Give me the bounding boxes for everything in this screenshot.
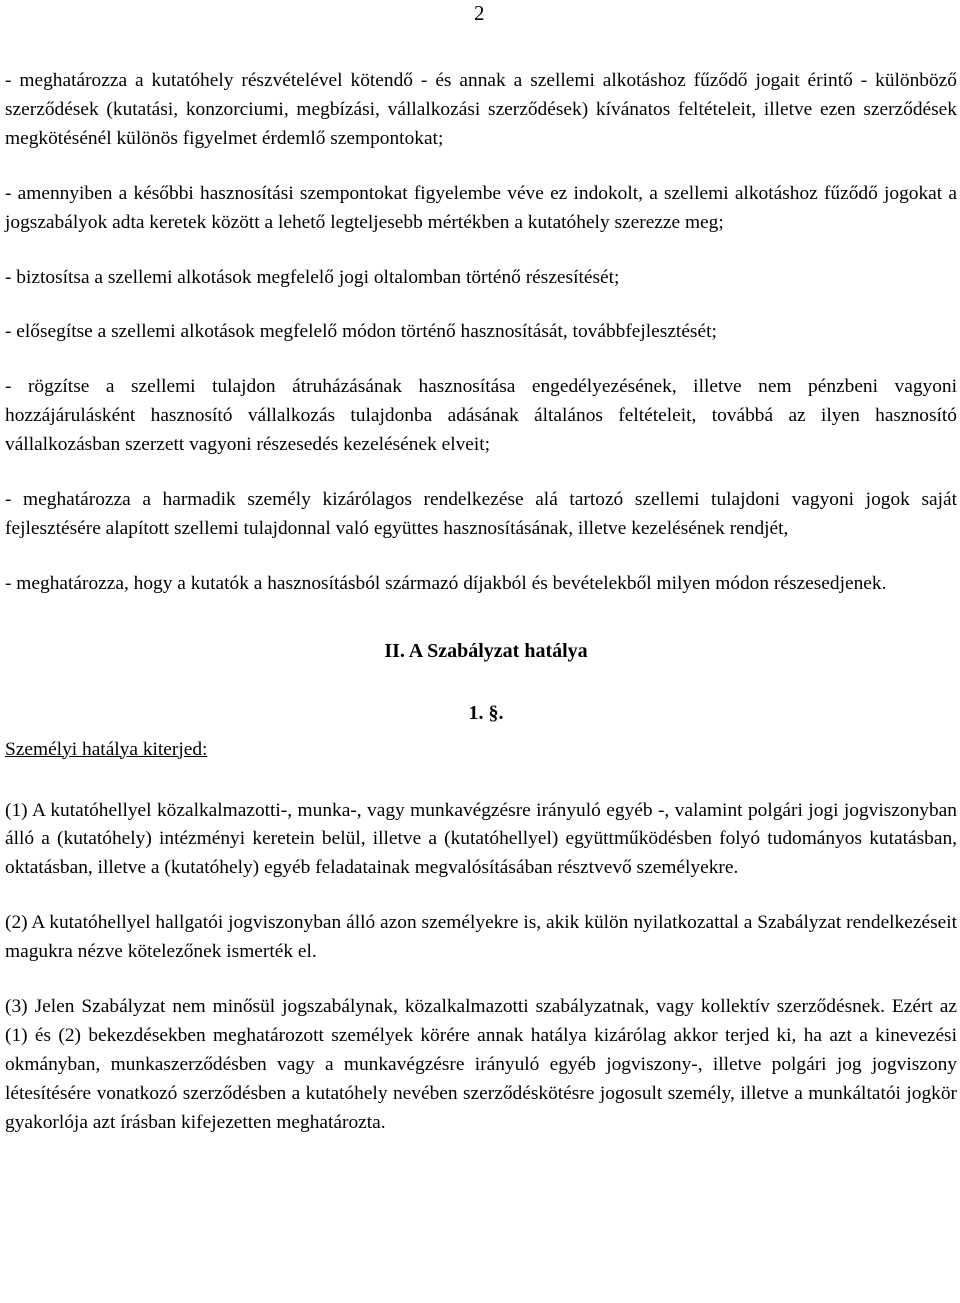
bullet-paragraph: - elősegítse a szellemi alkotások megfelelő módon történő hasznosítását, továbbfejlesztését; xyxy=(5,321,717,343)
bullet-paragraph: - meghatározza a harmadik személy kizárólagos rendelkezése alá tartozó szellemi tulajdoni vagyoni jogok saját fejlesztésére alapított szellemi tulajdonnal való együttes hasznosításának, illetve kezelésének rendjét, xyxy=(5,489,957,539)
bullet-paragraph: - amennyiben a későbbi hasznosítási szempontokat figyelembe véve ez indokolt, a szellemi alkotáshoz fűződő jogokat a jogszabályok adta keretek között a lehető legteljesebb mértékben a kutatóhely szerezze meg; xyxy=(5,182,957,233)
bullet-paragraph: - rögzítse a szellemi tulajdon átruházásának hasznosítása engedélyezésének, illetve nem pénzbeni vagyoni hozzájárulásként hasznosító vállalkozás tulajdonba adásának általános feltételeit, továbbá az ilyen hasznosító vállalkozásban szerzett vagyoni részesedés kezelésének elveit; xyxy=(5,376,957,456)
numbered-paragraph: (1) A kutatóhellyel közalkalmazotti-, munka-, vagy munkavégzésre irányuló egyéb -, valamint polgári jogi jogviszonyban álló a (kutatóhely) intézményi keretein belül, illetve a (kutatóhellyel) együttműködésben folyó tudományos kutatásban, oktatásban, illetve a (kutatóhely) egyéb feladatainak megvalósításában résztvevő személyekre. xyxy=(5,799,957,879)
section-title: II. A Szabályzat hatálya xyxy=(384,639,588,662)
numbered-paragraph: (2) A kutatóhellyel hallgatói jogviszonyban álló azon személyekre is, akik külön nyilatkozattal a Szabályzat rendelkezéseit magukra nézve kötelezőnek ismerték el. xyxy=(5,912,957,963)
numbered-paragraph: (3) Jelen Szabályzat nem minősül jogszabálynak, közalkalmazotti szabályzatnak, vagy kollektív szerződésnek. Ezért az (1) és (2) bekezdésekben meghatározott személyek körére annak hatálya kizárólag akkor terjed ki, ha azt a kinevezési okmányban, munkaszerződésben vagy a munkavégzésre irányuló egyéb jogviszony-, illetve polgári jog jogviszony létesítésére vonatkozó szerződésben a kutatóhely nevében szerződéskötésre jogosult személy, illetve a munkáltatói jogkör gyakorlója azt írásban kifejezetten meghatározta. xyxy=(5,996,957,1133)
section-subheading: Személyi hatálya kiterjed: xyxy=(5,738,208,760)
document-body xyxy=(5,67,957,1138)
section-number: 1. §. xyxy=(468,701,504,724)
bullet-paragraph: - meghatározza a kutatóhely részvételével kötendő - és annak a szellemi alkotáshoz fűződő jogait érintő - különböző szerződések (kutatási, konzorciumi, megbízási, vállalkozási szerződések) kívánatos feltételeit, illetve ezen szerződések megkötésénél különös figyelmet érdemlő szempontokat; xyxy=(5,70,957,149)
bullet-paragraph: - meghatározza, hogy a kutatók a hasznosításból származó díjakból és bevételekből milyen módon részesedjenek. xyxy=(5,572,887,594)
bullet-paragraph: - biztosítsa a szellemi alkotások megfelelő jogi oltalomban történő részesítését; xyxy=(5,266,620,288)
page-number: 2 xyxy=(474,1,485,25)
